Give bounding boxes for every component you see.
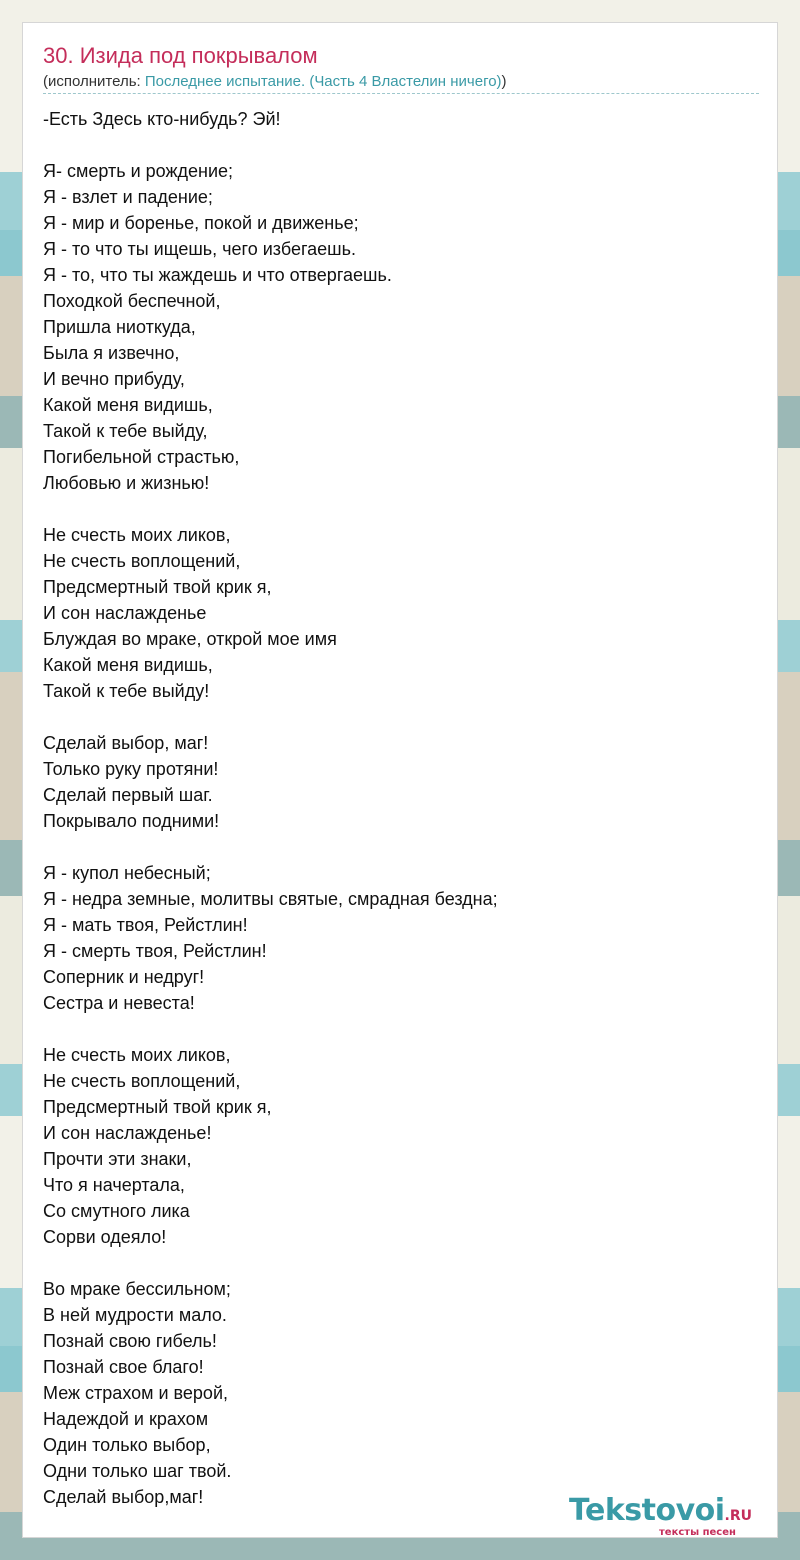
lyric-line: Такой к тебе выйду!	[43, 681, 210, 701]
lyric-line: Я - недра земные, молитвы святые, смрадная бездна;	[43, 889, 498, 909]
lyric-line: -Есть Здесь кто-нибудь? Эй!	[43, 109, 281, 129]
lyric-line	[43, 1250, 759, 1276]
lyric-line: Сделай первый шаг.	[43, 785, 213, 805]
lyric-line: Какой меня видишь,	[43, 655, 213, 675]
lyric-line: И вечно прибуду,	[43, 369, 185, 389]
lyric-line: Я - мир и боренье, покой и движенье;	[43, 213, 359, 233]
lyric-line: Я - то что ты ищешь, чего избегаешь.	[43, 239, 356, 259]
lyric-line: Меж страхом и верой,	[43, 1383, 229, 1403]
lyric-line: Сделай выбор, маг!	[43, 733, 209, 753]
lyric-line: Походкой беспечной,	[43, 291, 221, 311]
lyric-line: И сон наслажденье!	[43, 1123, 212, 1143]
lyric-line: Какой меня видишь,	[43, 395, 213, 415]
lyric-line: Не счесть моих ликов,	[43, 525, 231, 545]
lyric-line: Только руку протяни!	[43, 759, 219, 779]
lyric-line: Не счесть воплощений,	[43, 551, 241, 571]
site-logo[interactable]	[569, 1493, 753, 1538]
lyric-line: Что я начертала,	[43, 1175, 185, 1195]
lyric-line: Сделай выбор,маг!	[43, 1487, 204, 1507]
lyric-line: Предсмертный твой крик я,	[43, 577, 272, 597]
lyric-line: Во мраке бессильном;	[43, 1279, 231, 1299]
lyric-line: Сестра и невеста!	[43, 993, 195, 1013]
lyric-line: Соперник и недруг!	[43, 967, 205, 987]
title-divider	[43, 93, 759, 94]
song-title: 30. Изида под покрывалом	[43, 43, 318, 68]
lyric-line: Блуждая во мраке, открой мое имя	[43, 629, 337, 649]
lyric-line	[43, 496, 759, 522]
lyric-line: Я - мать твоя, Рейстлин!	[43, 915, 248, 935]
lyric-line: Со смутного лика	[43, 1201, 190, 1221]
lyric-line: Я- смерть и рождение;	[43, 161, 234, 181]
lyric-line: Прочти эти знаки,	[43, 1149, 192, 1169]
lyric-line: И сон наслажденье	[43, 603, 207, 623]
artist-prefix: (исполнитель:	[43, 73, 145, 90]
lyric-line: Не счесть моих ликов,	[43, 1045, 231, 1065]
lyric-line: В ней мудрости мало.	[43, 1305, 227, 1325]
lyric-line: Надеждой и крахом	[43, 1409, 209, 1429]
lyric-line: Сорви одеяло!	[43, 1227, 167, 1247]
lyric-line: Я - то, что ты жаждешь и что отвергаешь.	[43, 265, 392, 285]
logo-tagline: тексты песен	[659, 1527, 736, 1538]
logo-wordmark: Tekstovoi	[569, 1493, 725, 1528]
lyrics-text	[43, 106, 759, 1510]
lyric-line	[43, 1016, 759, 1042]
lyric-line: Погибельной страстью,	[43, 447, 240, 467]
artist-link[interactable]: Последнее испытание. (Часть 4 Властелин ничего)	[144, 73, 502, 90]
artist-byline	[43, 73, 507, 90]
lyric-line: Не счесть воплощений,	[43, 1071, 241, 1091]
lyric-line: Я - купол небесный;	[43, 863, 211, 883]
lyric-line: Один только выбор,	[43, 1435, 211, 1455]
lyric-line: Любовью и жизнью!	[43, 473, 210, 493]
lyric-line	[43, 834, 759, 860]
lyric-line: Предсмертный твой крик я,	[43, 1097, 272, 1117]
lyrics-card	[22, 22, 778, 1538]
lyric-line	[43, 704, 759, 730]
lyric-line: Такой к тебе выйду,	[43, 421, 208, 441]
lyric-line: Покрывало подними!	[43, 811, 220, 831]
logo-tld: .RU	[724, 1508, 753, 1524]
lyric-line: Я - взлет и падение;	[43, 187, 213, 207]
lyric-line: Я - смерть твоя, Рейстлин!	[43, 941, 267, 961]
lyric-line: Была я извечно,	[43, 343, 180, 363]
lyric-line: Одни только шаг твой.	[43, 1461, 232, 1481]
artist-suffix: )	[501, 73, 507, 90]
lyric-line	[43, 132, 759, 158]
lyric-line: Познай свою гибель!	[43, 1331, 217, 1351]
lyric-line: Познай свое благо!	[43, 1357, 204, 1377]
lyric-line: Пришла ниоткуда,	[43, 317, 196, 337]
